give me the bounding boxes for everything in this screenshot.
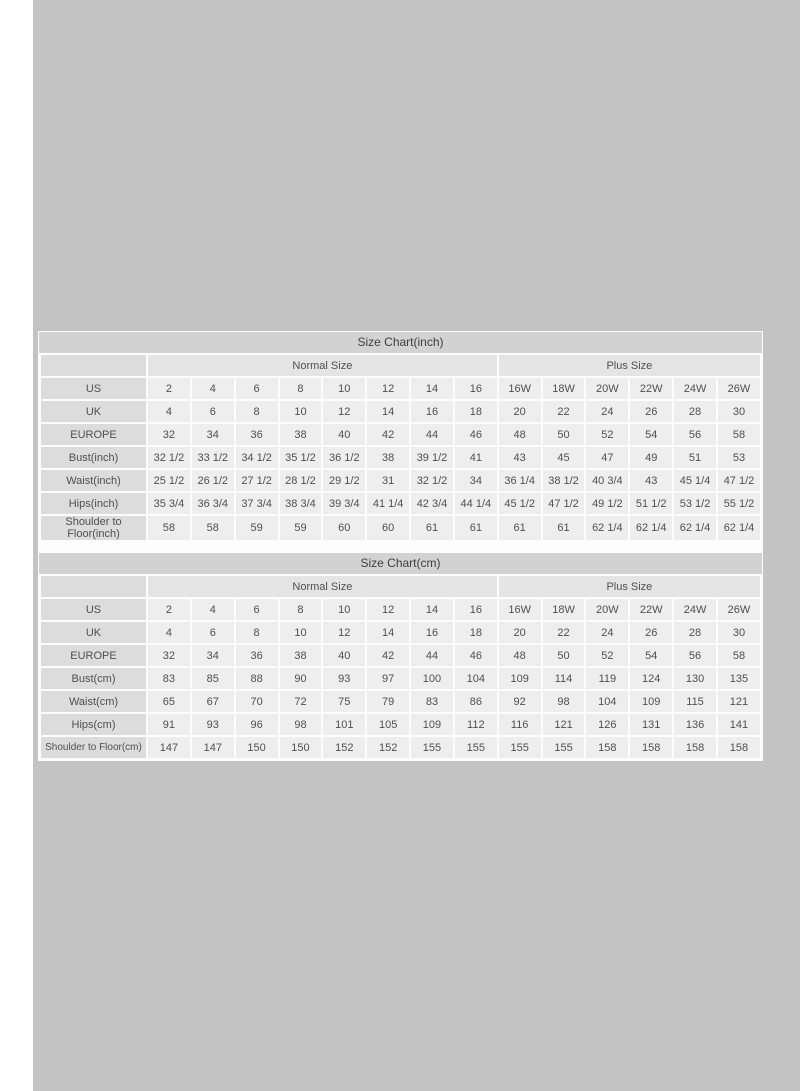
size-value-cell: 40 [323,645,365,666]
size-value-cell: 24 [586,401,628,422]
size-value-cell: 86 [455,691,497,712]
size-value-cell: 12 [367,599,409,620]
column-group-row [41,355,760,376]
size-value-cell: 43 [499,447,541,468]
size-value-cell: 92 [499,691,541,712]
size-chart-cm-section [39,553,762,760]
size-value-cell: 38 [367,447,409,468]
size-value-cell: 109 [630,691,672,712]
size-value-cell: 40 3/4 [586,470,628,491]
row-label: US [41,599,146,620]
size-value-cell: 116 [499,714,541,735]
size-value-cell: 38 3/4 [280,493,322,514]
size-value-cell: 45 1/2 [499,493,541,514]
table-row [41,447,760,468]
size-value-cell: 83 [411,691,453,712]
size-value-cell: 24W [674,378,716,399]
size-value-cell: 46 [455,424,497,445]
size-value-cell: 131 [630,714,672,735]
size-value-cell: 38 1/2 [543,470,585,491]
size-value-cell: 88 [236,668,278,689]
row-label: EUROPE [41,424,146,445]
corner-cell [41,355,146,376]
size-value-cell: 10 [323,378,365,399]
table-row [41,516,760,540]
size-value-cell: 59 [236,516,278,540]
row-label: Shoulder to Floor(cm) [41,737,146,758]
size-value-cell: 121 [543,714,585,735]
size-value-cell: 124 [630,668,672,689]
size-value-cell: 47 1/2 [718,470,760,491]
size-value-cell: 6 [236,378,278,399]
size-value-cell: 158 [586,737,628,758]
size-value-cell: 158 [630,737,672,758]
size-value-cell: 43 [630,470,672,491]
size-value-cell: 105 [367,714,409,735]
table-row [41,645,760,666]
size-value-cell: 31 [367,470,409,491]
table-row [41,599,760,620]
size-value-cell: 4 [148,401,190,422]
size-value-cell: 109 [411,714,453,735]
size-value-cell: 51 1/2 [630,493,672,514]
size-value-cell: 8 [236,622,278,643]
size-value-cell: 136 [674,714,716,735]
size-value-cell: 115 [674,691,716,712]
size-value-cell: 16 [455,378,497,399]
row-label: Shoulder to Floor(inch) [41,516,146,540]
size-value-cell: 12 [323,622,365,643]
size-value-cell: 65 [148,691,190,712]
size-value-cell: 27 1/2 [236,470,278,491]
size-value-cell: 22 [543,622,585,643]
size-value-cell: 50 [543,424,585,445]
size-value-cell: 4 [192,378,234,399]
column-group-plus-size: Plus Size [499,576,760,597]
size-value-cell: 30 [718,401,760,422]
size-value-cell: 34 [192,645,234,666]
size-value-cell: 83 [148,668,190,689]
size-value-cell: 100 [411,668,453,689]
size-value-cell: 22W [630,599,672,620]
size-value-cell: 26 [630,401,672,422]
size-value-cell: 6 [192,401,234,422]
size-value-cell: 67 [192,691,234,712]
size-chart-cm-table [39,574,762,760]
size-value-cell: 39 1/2 [411,447,453,468]
size-value-cell: 158 [718,737,760,758]
size-value-cell: 36 [236,424,278,445]
size-value-cell: 58 [718,645,760,666]
size-value-cell: 46 [455,645,497,666]
table-spacer [39,542,762,553]
column-group-row [41,576,760,597]
size-value-cell: 8 [280,599,322,620]
row-label: Waist(inch) [41,470,146,491]
size-value-cell: 8 [280,378,322,399]
size-value-cell: 51 [674,447,716,468]
size-value-cell: 34 1/2 [236,447,278,468]
row-label: UK [41,401,146,422]
size-value-cell: 25 1/2 [148,470,190,491]
size-value-cell: 135 [718,668,760,689]
size-value-cell: 61 [455,516,497,540]
size-value-cell: 155 [411,737,453,758]
size-value-cell: 10 [323,599,365,620]
size-value-cell: 97 [367,668,409,689]
size-value-cell: 10 [280,622,322,643]
size-value-cell: 119 [586,668,628,689]
size-value-cell: 62 1/4 [586,516,628,540]
size-value-cell: 150 [280,737,322,758]
size-value-cell: 60 [367,516,409,540]
size-value-cell: 58 [148,516,190,540]
size-value-cell: 18 [455,401,497,422]
size-value-cell: 18W [543,378,585,399]
size-value-cell: 56 [674,645,716,666]
size-value-cell: 141 [718,714,760,735]
size-value-cell: 24 [586,622,628,643]
size-value-cell: 14 [411,378,453,399]
size-value-cell: 155 [543,737,585,758]
size-value-cell: 32 1/2 [148,447,190,468]
size-value-cell: 72 [280,691,322,712]
table-row [41,424,760,445]
size-value-cell: 2 [148,378,190,399]
size-value-cell: 152 [323,737,365,758]
size-value-cell: 56 [674,424,716,445]
size-value-cell: 62 1/4 [718,516,760,540]
size-value-cell: 104 [455,668,497,689]
size-value-cell: 53 [718,447,760,468]
size-value-cell: 26 1/2 [192,470,234,491]
size-value-cell: 121 [718,691,760,712]
size-chart-inch-table [39,353,762,542]
size-value-cell: 112 [455,714,497,735]
size-value-cell: 16 [455,599,497,620]
size-value-cell: 45 1/4 [674,470,716,491]
table-row [41,401,760,422]
size-value-cell: 26W [718,378,760,399]
size-value-cell: 40 [323,424,365,445]
size-value-cell: 155 [499,737,541,758]
size-value-cell: 114 [543,668,585,689]
size-value-cell: 32 [148,645,190,666]
table-row [41,470,760,491]
size-value-cell: 26W [718,599,760,620]
size-value-cell: 126 [586,714,628,735]
size-value-cell: 37 3/4 [236,493,278,514]
size-value-cell: 55 1/2 [718,493,760,514]
size-value-cell: 98 [280,714,322,735]
table-row [41,622,760,643]
size-value-cell: 61 [499,516,541,540]
size-chart-inch-section [39,332,762,542]
size-value-cell: 45 [543,447,585,468]
size-value-cell: 32 [148,424,190,445]
size-value-cell: 10 [280,401,322,422]
size-value-cell: 44 1/4 [455,493,497,514]
size-value-cell: 20W [586,599,628,620]
size-value-cell: 12 [367,378,409,399]
corner-cell [41,576,146,597]
size-value-cell: 93 [323,668,365,689]
size-value-cell: 44 [411,424,453,445]
size-value-cell: 20 [499,622,541,643]
size-value-cell: 70 [236,691,278,712]
size-value-cell: 91 [148,714,190,735]
size-value-cell: 104 [586,691,628,712]
column-group-plus-size: Plus Size [499,355,760,376]
size-value-cell: 58 [192,516,234,540]
size-value-cell: 85 [192,668,234,689]
size-value-cell: 34 [192,424,234,445]
row-label: Bust(inch) [41,447,146,468]
size-value-cell: 12 [323,401,365,422]
size-value-cell: 61 [543,516,585,540]
size-value-cell: 53 1/2 [674,493,716,514]
size-value-cell: 158 [674,737,716,758]
size-value-cell: 36 [236,645,278,666]
size-value-cell: 14 [367,401,409,422]
size-value-cell: 14 [411,599,453,620]
size-value-cell: 28 1/2 [280,470,322,491]
size-value-cell: 32 1/2 [411,470,453,491]
size-value-cell: 6 [236,599,278,620]
size-value-cell: 93 [192,714,234,735]
size-value-cell: 44 [411,645,453,666]
size-value-cell: 60 [323,516,365,540]
size-chart-panel [38,331,763,761]
size-value-cell: 130 [674,668,716,689]
size-value-cell: 38 [280,424,322,445]
size-value-cell: 20 [499,401,541,422]
size-value-cell: 42 [367,424,409,445]
table-row [41,691,760,712]
size-value-cell: 35 1/2 [280,447,322,468]
size-value-cell: 54 [630,645,672,666]
size-value-cell: 42 [367,645,409,666]
size-value-cell: 49 [630,447,672,468]
size-value-cell: 98 [543,691,585,712]
size-value-cell: 52 [586,645,628,666]
row-label: Bust(cm) [41,668,146,689]
size-value-cell: 24W [674,599,716,620]
size-value-cell: 22 [543,401,585,422]
size-value-cell: 62 1/4 [674,516,716,540]
size-value-cell: 22W [630,378,672,399]
size-value-cell: 6 [192,622,234,643]
size-value-cell: 28 [674,401,716,422]
size-value-cell: 62 1/4 [630,516,672,540]
size-value-cell: 59 [280,516,322,540]
size-value-cell: 16W [499,599,541,620]
size-value-cell: 152 [367,737,409,758]
size-value-cell: 14 [367,622,409,643]
size-value-cell: 20W [586,378,628,399]
size-value-cell: 28 [674,622,716,643]
size-value-cell: 75 [323,691,365,712]
size-value-cell: 39 3/4 [323,493,365,514]
size-value-cell: 47 1/2 [543,493,585,514]
size-value-cell: 34 [455,470,497,491]
row-label: Hips(cm) [41,714,146,735]
size-value-cell: 155 [455,737,497,758]
column-group-normal-size: Normal Size [148,355,497,376]
size-value-cell: 96 [236,714,278,735]
size-value-cell: 79 [367,691,409,712]
size-value-cell: 18W [543,599,585,620]
size-chart-cm-title: Size Chart(cm) [39,553,762,574]
row-label: EUROPE [41,645,146,666]
size-value-cell: 18 [455,622,497,643]
column-group-normal-size: Normal Size [148,576,497,597]
size-value-cell: 48 [499,645,541,666]
row-label: Waist(cm) [41,691,146,712]
size-value-cell: 61 [411,516,453,540]
size-value-cell: 8 [236,401,278,422]
table-row [41,378,760,399]
size-value-cell: 33 1/2 [192,447,234,468]
size-value-cell: 4 [148,622,190,643]
size-value-cell: 52 [586,424,628,445]
size-value-cell: 47 [586,447,628,468]
size-value-cell: 49 1/2 [586,493,628,514]
size-value-cell: 150 [236,737,278,758]
size-value-cell: 2 [148,599,190,620]
size-value-cell: 109 [499,668,541,689]
size-value-cell: 41 1/4 [367,493,409,514]
size-value-cell: 36 1/2 [323,447,365,468]
size-value-cell: 50 [543,645,585,666]
size-value-cell: 16 [411,622,453,643]
size-value-cell: 42 3/4 [411,493,453,514]
size-value-cell: 29 1/2 [323,470,365,491]
size-value-cell: 101 [323,714,365,735]
size-value-cell: 147 [192,737,234,758]
row-label: US [41,378,146,399]
table-row [41,737,760,758]
size-value-cell: 16 [411,401,453,422]
size-value-cell: 16W [499,378,541,399]
row-label: UK [41,622,146,643]
size-value-cell: 4 [192,599,234,620]
size-value-cell: 58 [718,424,760,445]
size-value-cell: 90 [280,668,322,689]
size-value-cell: 30 [718,622,760,643]
row-label: Hips(inch) [41,493,146,514]
table-row [41,714,760,735]
table-row [41,668,760,689]
size-value-cell: 26 [630,622,672,643]
size-value-cell: 36 1/4 [499,470,541,491]
size-chart-inch-title: Size Chart(inch) [39,332,762,353]
size-value-cell: 36 3/4 [192,493,234,514]
table-row [41,493,760,514]
size-value-cell: 35 3/4 [148,493,190,514]
size-value-cell: 54 [630,424,672,445]
size-value-cell: 38 [280,645,322,666]
size-value-cell: 147 [148,737,190,758]
size-value-cell: 48 [499,424,541,445]
size-value-cell: 41 [455,447,497,468]
